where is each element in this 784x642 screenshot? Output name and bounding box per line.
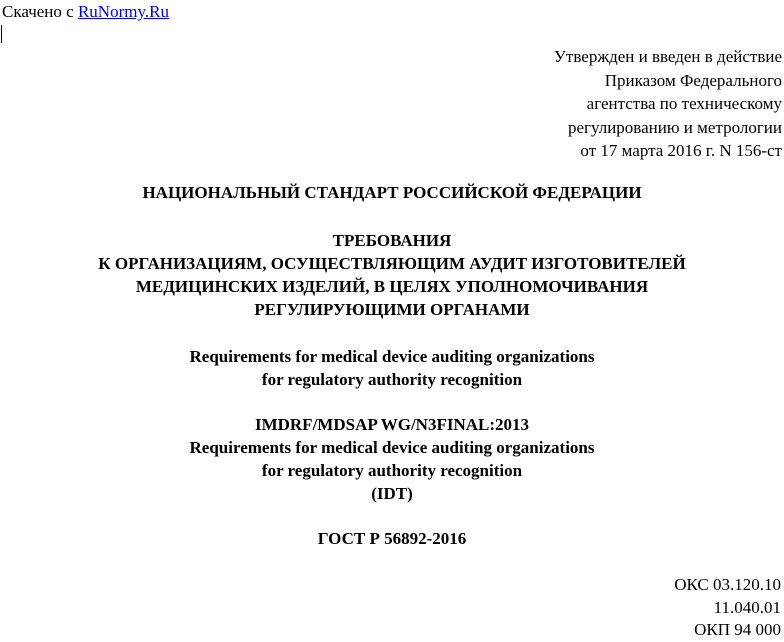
runormy-link[interactable]: RuNormy.Ru [77,2,169,21]
title-ru-line: МЕДИЦИНСКИХ ИЗДЕЛИЙ, В ЦЕЛЯХ УПОЛНОМОЧИВАНИЯ [135,277,649,296]
source-line [2,2,169,22]
gost-number [0,528,784,550]
approval-block [362,45,782,163]
approval-line: регулированию и метрологии [567,117,782,137]
approval-line: Утвержден и введен в действие [553,47,782,66]
imdrf-line: for regulatory authority recognition [261,461,523,480]
approval-line: агентства по техническому [586,94,782,113]
national-standard-text: НАЦИОНАЛЬНЫЙ СТАНДАРТ РОССИЙСКОЙ ФЕДЕРАЦИИ [142,183,642,202]
imdrf-reference [0,413,784,505]
title-english [0,345,784,391]
title-en-line: for regulatory authority recognition [261,370,523,389]
classification-codes [481,574,781,642]
approval-line: Приказом Федерального [604,70,782,90]
imdrf-line: (IDT) [371,484,413,503]
code-line: 11.040.01 [713,597,781,617]
title-en-line: Requirements for medical device auditing organizations [189,347,595,366]
approval-line: от 17 марта 2016 г. N 156-ст [580,141,782,160]
code-line: ОКС 03.120.10 [674,575,781,594]
source-prefix: Скачено с [2,2,78,21]
imdrf-line: Requirements for medical device auditing organizations [189,438,595,457]
national-standard-heading [0,182,784,204]
title-russian [0,229,784,321]
text-cursor [1,25,2,43]
title-ru-line: РЕГУЛИРУЮЩИМИ ОРГАНАМИ [254,300,530,319]
code-line: ОКП 94 000 [694,620,781,639]
gost-text: ГОСТ Р 56892-2016 [317,529,467,548]
title-ru-line: К ОРГАНИЗАЦИЯМ, ОСУЩЕСТВЛЯЮЩИМ АУДИТ ИЗГОТОВИТЕЛЕЙ [98,254,686,273]
title-ru-line: ТРЕБОВАНИЯ [332,231,452,250]
imdrf-line: IMDRF/MDSAP WG/N3FINAL:2013 [254,415,530,434]
